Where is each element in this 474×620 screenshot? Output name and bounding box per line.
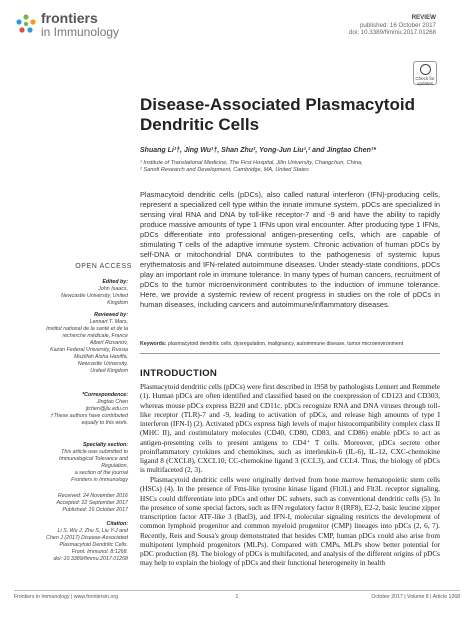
frontiers-logo (14, 10, 144, 44)
keywords-list: plasmacytoid dendritic cells, dysregulation, malignancy, autoimmune disease, tumor microenvironment (167, 341, 404, 347)
article-title: Disease-Associated Plasmacytoid Dendritic Cells (140, 95, 415, 134)
accepted-date: Accepted: 22 September 2017 (56, 500, 128, 506)
footer-divider (14, 590, 460, 591)
reviewer-line: Muzlifah Aisha Haniffa, (74, 354, 128, 360)
affiliation-1: ¹ Institute of Translational Medicine, The First Hospital, Jilin University, Changchun, China, (140, 160, 363, 166)
page-footer (14, 594, 460, 604)
correspondence-email[interactable]: jtchen@jlu.edu.cn (85, 406, 128, 412)
footer-volume: October 2017 | Volume 8 | Article 1268 (371, 594, 460, 600)
received-date: Received: 24 November 2016 (57, 493, 128, 499)
citation-line: Plasmacytoid Dendritic Cells. (59, 542, 128, 548)
specialty-line: Frontiers in Immunology (71, 477, 128, 483)
open-access-label: OPEN ACCESS (75, 263, 132, 270)
divider (140, 353, 440, 354)
editor-line: Kingdom (107, 300, 128, 306)
published-date: published: 16 October 2017 (359, 21, 436, 29)
correspondence-label: *Correspondence: (82, 392, 128, 398)
specialty-line: This article was submitted to (61, 449, 128, 455)
reviewer-line: Newcastle University, (77, 361, 128, 367)
editor-line: John Isaacs, (98, 286, 128, 292)
journal-name: in Immunology (41, 25, 120, 39)
check-updates-button[interactable] (413, 61, 437, 85)
citation-label: Citation: (106, 521, 128, 527)
editor-line: Newcastle University, United (60, 293, 128, 299)
correspondence (40, 392, 128, 427)
citation-doi[interactable]: doi: 10.3389/fimmu.2017.01268 (53, 556, 128, 562)
author-list: Shuang Li¹†, Jing Wu¹†, Shan Zhu², Yong-Jun Liu¹,² and Jingtao Chen¹* (140, 147, 376, 154)
citation-line: Front. Immunol. 8:1268. (71, 549, 128, 555)
footer-journal-link[interactable]: Frontiers in Immunology | www.frontiersin.org (14, 594, 118, 600)
section-heading-introduction: INTRODUCTION (140, 368, 218, 379)
reviewer-line: Lennart T. Mars, (89, 319, 128, 325)
specialty-line: Immunological Tolerance and (59, 456, 128, 462)
citation (40, 521, 128, 563)
page-number: 1 (235, 594, 239, 600)
keywords-label: Keywords: (140, 341, 167, 347)
brand-name: frontiers (41, 10, 98, 26)
reviewed-by-label: Reviewed by: (94, 312, 128, 318)
publication-info (349, 14, 436, 37)
affiliation-2: ² Sanofi Research and Development, Cambridge, MA, United States (140, 167, 309, 174)
equal-contribution-note: †These authors have contributed equally to this work. (50, 413, 128, 426)
article-type: REVIEW (411, 14, 436, 21)
abstract: Plasmacytoid dendritic cells (pDCs), also called natural interferon (IFN)-producing cells, represent a specialized cell type within the innate immune system. pDCs are specialized in sensing viral RNA and DNA by toll-like receptor-7 and -9 and have the ability to rapidly produce massive amounts of type 1 IFNs upon viral encounter. After producing type 1 IFNs, pDCs differentiate into professional antigen-presenting cells, which are capable of stimulating T cells of the adaptive immune system. Chronic activation of human pDCs by self-DNA or mitochondrial DNA contributes to the pathogenesis of systemic lupus erythematosis and IFN-related autoimmune diseases. Under steady-state conditions, pDCs play an important role in immune tolerance. In many types of human cancers, recruitment of pDCs to the tumor microenvironment contributes to the induction of immune tolerance. Here, we provide a systemic review of recent progress in studies on the role of pDCs in human diseases, including cancers and autoimmune/inflammatory diseases. (140, 190, 440, 309)
reviewer-line: recherche médicale, France (62, 333, 128, 339)
check-updates-label: Check for updates (415, 76, 435, 86)
reviewer-line: Albert Rizvanov, (89, 340, 128, 346)
body-paragraph-2: Plasmacytoid dendritic cells were originally derived from bone marrow hematopoietic stem cells (HSCs) (4). In the presence of Fms-like tyrosine kinase ligand (Flt3L) and Flt3L receptor signaling, HSCs could differentiate into pDCs and other DC subsets, such as conventional dendritic cells (5). In the presence of some special factors, such as IFN regulatory factor 8 (IRF8), E2-2, basic leucine zipper transcription factor ATF-like 3 (Batf3), and IFN-I, molecular signaling restricts the development of common lymphoid progenitor and common myeloid progenitor (CMP) lineages into pDCs (2, 6, 7). Recently, Reis and Sousa's group demonstrated that besides CMP, human pDCs could also arise from multipotent lymphoid progenitors (MLPs). Compared with CMPs, MLPs show better potential for pDC production (8). The biology of pDCs is multifaceted, and analysis of the different origins of pDCs may help to explain the biology of pDCs and their functional heterogeneity in health (140, 476, 440, 568)
citation-line: Li S, Wu J, Zhu S, Liu Y-J and (57, 528, 128, 534)
specialty-section (40, 442, 128, 484)
dates (40, 493, 128, 514)
doi-link[interactable]: doi: 10.3389/fimmu.2017.01268 (348, 29, 436, 36)
frontiers-logo-icon (14, 12, 38, 36)
specialty-label: Specialty section: (82, 442, 128, 448)
affiliations (140, 160, 450, 174)
body-paragraph-1: Plasmacytoid dendritic cells (pDCs) were first described in 1958 by pathologists Lennert and Remmele (1). Human pDCs are often identified and classified based on the coexpression of CD123 and CD303, whereas mouse pDCs express B220 and CD11c. pDCs recognize RNA and DNA viruses through toll-like receptor (TLR)-7 and -9, leading to activation of pDCs, and release high amounts of type I interferon (IFN-I) (2). Activated pDCs express high levels of major histocompatibility complex class II (MHC II), and costimulatory molecules (CD40, CD80, CD83, and CD86) enable pDCs to act as antigen-presenting cells to present antigens to CD4⁺ T cells. Moreover, pDCs secrete other proinflammatory cytokines and chemokines, such as interleukin-6 (IL-6), IL-12, CXC-chemokine ligand 8 (CXCL8), CXCL10, CC-chemokine ligand 3 (CCL3), and CCL4. Thus, the biology of pDCs is multifaceted (2, 3). (140, 383, 440, 475)
published-date-side: Published: 16 October 2017 (62, 507, 128, 513)
reviewed-by (40, 312, 128, 375)
edited-by (40, 279, 128, 307)
specialty-line: Regulation, (101, 463, 128, 469)
reviewer-line: Institut national de la santé et de la (46, 326, 128, 332)
check-updates-icon (420, 64, 431, 75)
reviewer-line: Kazan Federal University, Russia (50, 347, 128, 353)
specialty-line: a section of the journal (74, 470, 128, 476)
reviewer-line: United Kingdom (90, 368, 128, 374)
keywords (140, 341, 440, 348)
correspondence-name: Jingtao Chen (96, 399, 128, 405)
edited-by-label: Edited by: (102, 279, 128, 285)
citation-line: Chen J (2017) Disease-Associated (46, 535, 128, 541)
